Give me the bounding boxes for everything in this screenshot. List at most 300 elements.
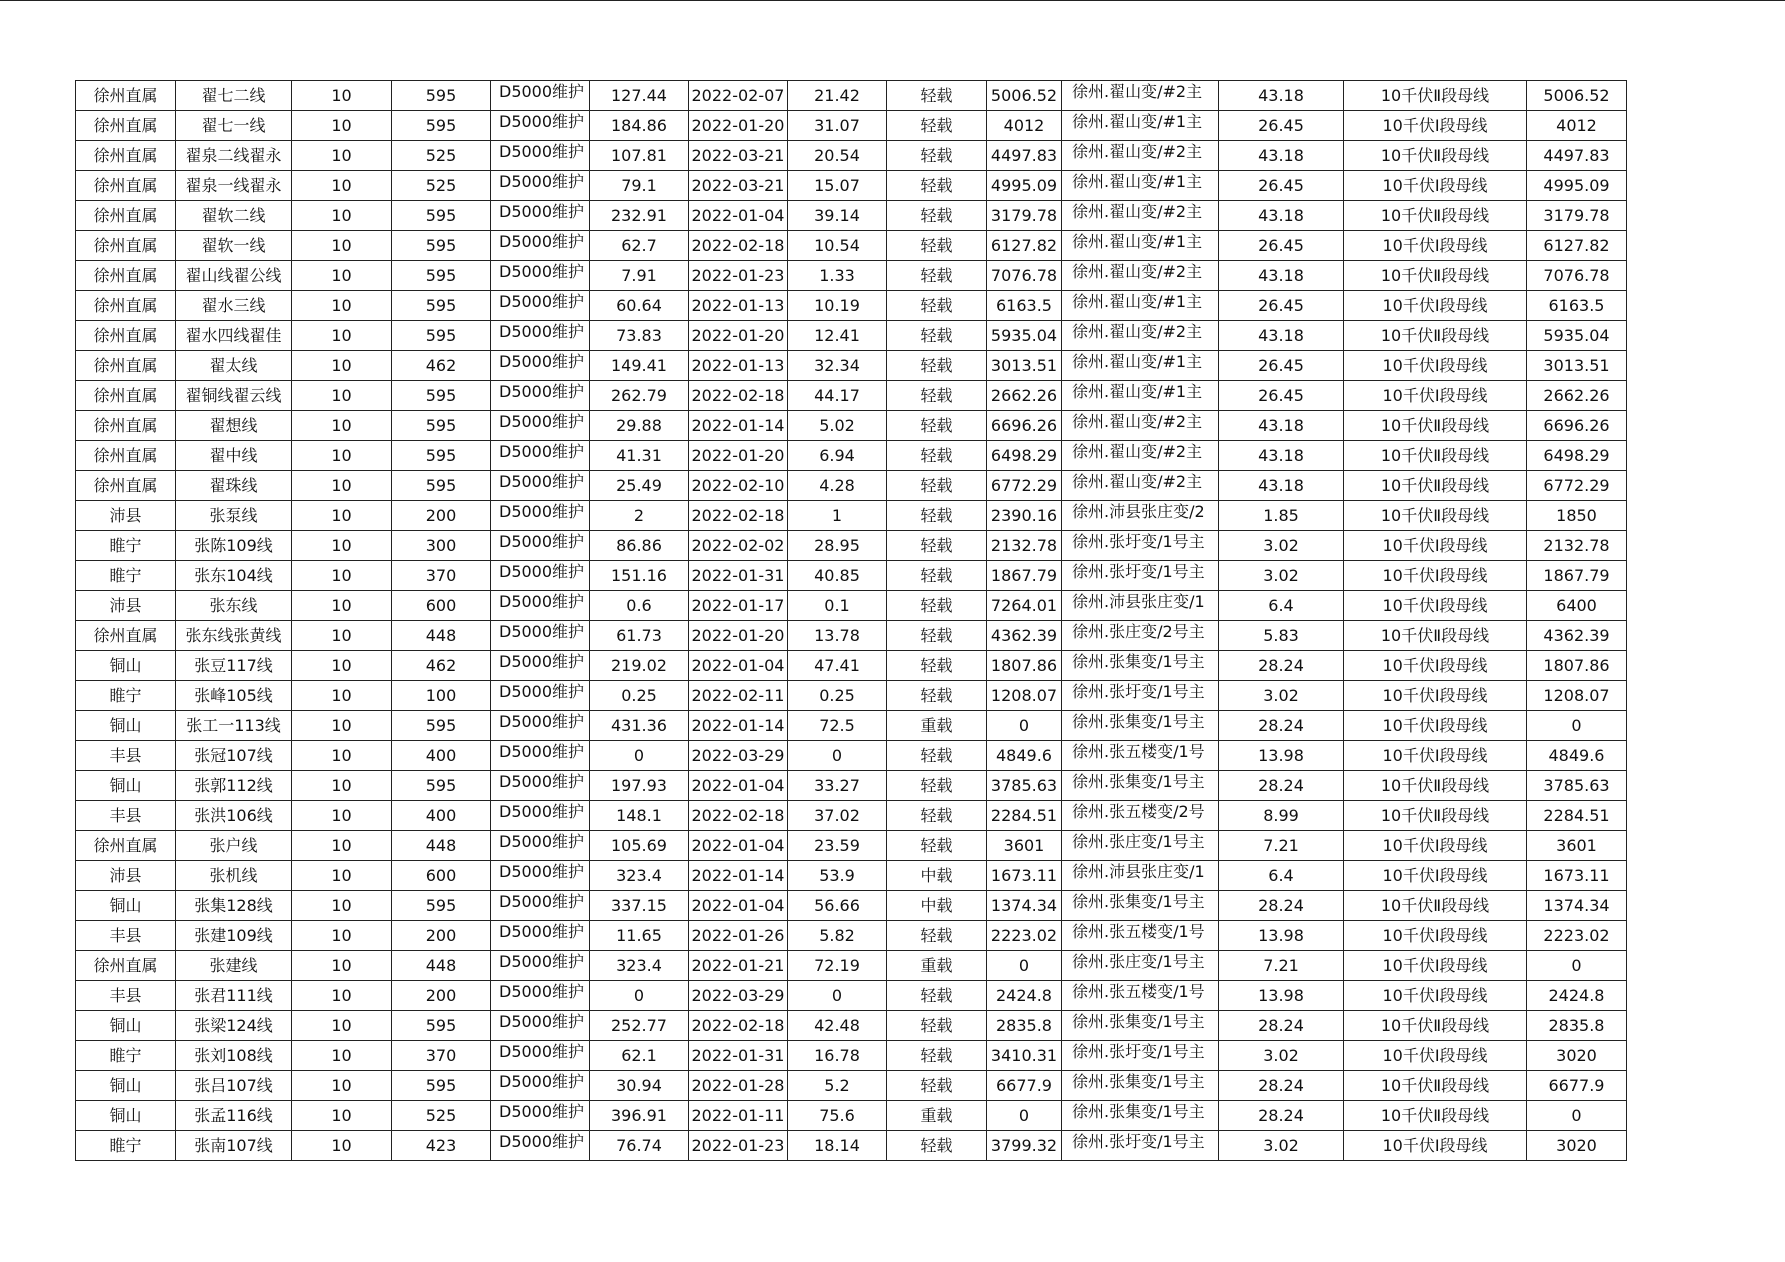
transformer-load-cell: 26.45 bbox=[1219, 351, 1344, 381]
transformer-cell: 徐州.张集变/1号主 bbox=[1062, 711, 1219, 741]
bus-cell: 10千伏Ⅰ段母线 bbox=[1344, 531, 1527, 561]
load-status-cell: 轻载 bbox=[887, 681, 987, 711]
load-status-cell: 轻载 bbox=[887, 501, 987, 531]
load-rate-cell: 72.5 bbox=[788, 711, 887, 741]
current-cell: 76.74 bbox=[590, 1131, 689, 1161]
transformer-load-cell: 43.18 bbox=[1219, 81, 1344, 111]
available-capacity-cell: 2223.02 bbox=[1527, 921, 1627, 951]
transformer-cell: 徐州.翟山变/#2主 bbox=[1062, 141, 1219, 171]
line-name-cell: 张峰105线 bbox=[176, 681, 292, 711]
data-source-cell: D5000维护 bbox=[491, 891, 590, 921]
available-capacity-cell: 5935.04 bbox=[1527, 321, 1627, 351]
date-cell: 2022-01-04 bbox=[689, 891, 788, 921]
voltage-cell: 10 bbox=[292, 351, 392, 381]
table-row bbox=[76, 681, 1627, 711]
rated-current-cell: 400 bbox=[392, 741, 491, 771]
table-row bbox=[76, 261, 1627, 291]
page-top-rule bbox=[0, 0, 1785, 1]
transformer-cell: 徐州.张庄变/1号主 bbox=[1062, 951, 1219, 981]
load-rate-cell: 53.9 bbox=[788, 861, 887, 891]
voltage-cell: 10 bbox=[292, 1131, 392, 1161]
table-row bbox=[76, 111, 1627, 141]
available-capacity-cell: 4497.83 bbox=[1527, 141, 1627, 171]
data-source-cell: D5000维护 bbox=[491, 81, 590, 111]
transformer-load-cell: 13.98 bbox=[1219, 921, 1344, 951]
unit-cell: 沛县 bbox=[76, 591, 176, 621]
bus-cell: 10千伏Ⅰ段母线 bbox=[1344, 921, 1527, 951]
table-row bbox=[76, 231, 1627, 261]
data-source-cell: D5000维护 bbox=[491, 981, 590, 1011]
line-name-cell: 张机线 bbox=[176, 861, 292, 891]
transformer-load-cell: 1.85 bbox=[1219, 501, 1344, 531]
transformer-cell: 徐州.翟山变/#2主 bbox=[1062, 261, 1219, 291]
load-status-cell: 重载 bbox=[887, 1101, 987, 1131]
table-row bbox=[76, 291, 1627, 321]
transformer-load-cell: 3.02 bbox=[1219, 1041, 1344, 1071]
available-capacity-cell: 3020 bbox=[1527, 1131, 1627, 1161]
date-cell: 2022-01-21 bbox=[689, 951, 788, 981]
bus-cell: 10千伏Ⅰ段母线 bbox=[1344, 711, 1527, 741]
load-rate-cell: 31.07 bbox=[788, 111, 887, 141]
voltage-cell: 10 bbox=[292, 291, 392, 321]
unit-cell: 徐州直属 bbox=[76, 261, 176, 291]
current-cell: 61.73 bbox=[590, 621, 689, 651]
unit-cell: 徐州直属 bbox=[76, 81, 176, 111]
unit-cell: 丰县 bbox=[76, 921, 176, 951]
line-name-cell: 张东线 bbox=[176, 591, 292, 621]
rated-current-cell: 595 bbox=[392, 1071, 491, 1101]
line-name-cell: 张梁124线 bbox=[176, 1011, 292, 1041]
margin-cell: 0 bbox=[987, 1101, 1062, 1131]
voltage-cell: 10 bbox=[292, 531, 392, 561]
load-status-cell: 中载 bbox=[887, 891, 987, 921]
load-status-cell: 轻载 bbox=[887, 141, 987, 171]
transformer-cell: 徐州.张集变/1号主 bbox=[1062, 1101, 1219, 1131]
margin-cell: 6127.82 bbox=[987, 231, 1062, 261]
transformer-cell: 徐州.翟山变/#2主 bbox=[1062, 81, 1219, 111]
transformer-load-cell: 43.18 bbox=[1219, 471, 1344, 501]
transformer-cell: 徐州.张集变/1号主 bbox=[1062, 1011, 1219, 1041]
available-capacity-cell: 3013.51 bbox=[1527, 351, 1627, 381]
unit-cell: 徐州直属 bbox=[76, 471, 176, 501]
available-capacity-cell: 0 bbox=[1527, 711, 1627, 741]
current-cell: 337.15 bbox=[590, 891, 689, 921]
unit-cell: 丰县 bbox=[76, 801, 176, 831]
data-source-cell: D5000维护 bbox=[491, 921, 590, 951]
transformer-cell: 徐州.张集变/1号主 bbox=[1062, 771, 1219, 801]
unit-cell: 沛县 bbox=[76, 861, 176, 891]
rated-current-cell: 595 bbox=[392, 321, 491, 351]
available-capacity-cell: 6163.5 bbox=[1527, 291, 1627, 321]
bus-cell: 10千伏Ⅱ段母线 bbox=[1344, 771, 1527, 801]
transformer-load-cell: 43.18 bbox=[1219, 141, 1344, 171]
rated-current-cell: 595 bbox=[392, 771, 491, 801]
load-status-cell: 轻载 bbox=[887, 201, 987, 231]
current-cell: 60.64 bbox=[590, 291, 689, 321]
date-cell: 2022-02-18 bbox=[689, 381, 788, 411]
voltage-cell: 10 bbox=[292, 1101, 392, 1131]
available-capacity-cell: 3179.78 bbox=[1527, 201, 1627, 231]
margin-cell: 2284.51 bbox=[987, 801, 1062, 831]
load-status-cell: 轻载 bbox=[887, 1131, 987, 1161]
load-status-cell: 轻载 bbox=[887, 81, 987, 111]
data-source-cell: D5000维护 bbox=[491, 441, 590, 471]
date-cell: 2022-01-17 bbox=[689, 591, 788, 621]
current-cell: 73.83 bbox=[590, 321, 689, 351]
current-cell: 2 bbox=[590, 501, 689, 531]
voltage-cell: 10 bbox=[292, 1011, 392, 1041]
date-cell: 2022-03-21 bbox=[689, 171, 788, 201]
date-cell: 2022-03-29 bbox=[689, 981, 788, 1011]
margin-cell: 0 bbox=[987, 711, 1062, 741]
date-cell: 2022-01-14 bbox=[689, 711, 788, 741]
date-cell: 2022-02-07 bbox=[689, 81, 788, 111]
available-capacity-cell: 2424.8 bbox=[1527, 981, 1627, 1011]
table-row bbox=[76, 441, 1627, 471]
date-cell: 2022-02-11 bbox=[689, 681, 788, 711]
rated-current-cell: 595 bbox=[392, 111, 491, 141]
line-name-cell: 翟水三线 bbox=[176, 291, 292, 321]
bus-cell: 10千伏Ⅱ段母线 bbox=[1344, 411, 1527, 441]
line-name-cell: 张刘108线 bbox=[176, 1041, 292, 1071]
transformer-load-cell: 28.24 bbox=[1219, 771, 1344, 801]
rated-current-cell: 595 bbox=[392, 471, 491, 501]
table-row bbox=[76, 801, 1627, 831]
load-rate-cell: 37.02 bbox=[788, 801, 887, 831]
margin-cell: 2835.8 bbox=[987, 1011, 1062, 1041]
load-rate-cell: 39.14 bbox=[788, 201, 887, 231]
transformer-cell: 徐州.翟山变/#2主 bbox=[1062, 441, 1219, 471]
unit-cell: 徐州直属 bbox=[76, 831, 176, 861]
line-name-cell: 翟想线 bbox=[176, 411, 292, 441]
current-cell: 86.86 bbox=[590, 531, 689, 561]
margin-cell: 1208.07 bbox=[987, 681, 1062, 711]
date-cell: 2022-03-29 bbox=[689, 741, 788, 771]
data-source-cell: D5000维护 bbox=[491, 951, 590, 981]
voltage-cell: 10 bbox=[292, 891, 392, 921]
current-cell: 25.49 bbox=[590, 471, 689, 501]
line-name-cell: 张孟116线 bbox=[176, 1101, 292, 1131]
current-cell: 323.4 bbox=[590, 861, 689, 891]
transformer-load-cell: 28.24 bbox=[1219, 711, 1344, 741]
margin-cell: 6696.26 bbox=[987, 411, 1062, 441]
data-source-cell: D5000维护 bbox=[491, 861, 590, 891]
rated-current-cell: 595 bbox=[392, 711, 491, 741]
bus-cell: 10千伏Ⅱ段母线 bbox=[1344, 321, 1527, 351]
available-capacity-cell: 7076.78 bbox=[1527, 261, 1627, 291]
data-source-cell: D5000维护 bbox=[491, 351, 590, 381]
transformer-load-cell: 43.18 bbox=[1219, 441, 1344, 471]
margin-cell: 2662.26 bbox=[987, 381, 1062, 411]
load-rate-cell: 42.48 bbox=[788, 1011, 887, 1041]
transformer-load-cell: 26.45 bbox=[1219, 171, 1344, 201]
load-rate-cell: 1.33 bbox=[788, 261, 887, 291]
voltage-cell: 10 bbox=[292, 861, 392, 891]
data-source-cell: D5000维护 bbox=[491, 681, 590, 711]
load-status-cell: 轻载 bbox=[887, 471, 987, 501]
load-status-cell: 轻载 bbox=[887, 321, 987, 351]
date-cell: 2022-02-18 bbox=[689, 231, 788, 261]
transformer-cell: 徐州.张圩变/1号主 bbox=[1062, 1131, 1219, 1161]
transformer-load-cell: 28.24 bbox=[1219, 651, 1344, 681]
date-cell: 2022-01-04 bbox=[689, 831, 788, 861]
voltage-cell: 10 bbox=[292, 951, 392, 981]
available-capacity-cell: 4995.09 bbox=[1527, 171, 1627, 201]
rated-current-cell: 600 bbox=[392, 861, 491, 891]
current-cell: 197.93 bbox=[590, 771, 689, 801]
rated-current-cell: 448 bbox=[392, 831, 491, 861]
available-capacity-cell: 1807.86 bbox=[1527, 651, 1627, 681]
date-cell: 2022-01-14 bbox=[689, 411, 788, 441]
data-source-cell: D5000维护 bbox=[491, 201, 590, 231]
load-rate-cell: 32.34 bbox=[788, 351, 887, 381]
current-cell: 323.4 bbox=[590, 951, 689, 981]
load-rate-cell: 18.14 bbox=[788, 1131, 887, 1161]
load-rate-cell: 21.42 bbox=[788, 81, 887, 111]
current-cell: 105.69 bbox=[590, 831, 689, 861]
transformer-cell: 徐州.翟山变/#2主 bbox=[1062, 471, 1219, 501]
rated-current-cell: 400 bbox=[392, 801, 491, 831]
load-rate-cell: 10.54 bbox=[788, 231, 887, 261]
data-source-cell: D5000维护 bbox=[491, 411, 590, 441]
transformer-cell: 徐州.翟山变/#1主 bbox=[1062, 381, 1219, 411]
rated-current-cell: 595 bbox=[392, 81, 491, 111]
load-status-cell: 轻载 bbox=[887, 1071, 987, 1101]
available-capacity-cell: 3785.63 bbox=[1527, 771, 1627, 801]
transformer-load-cell: 13.98 bbox=[1219, 741, 1344, 771]
transformer-cell: 徐州.张五楼变/2号 bbox=[1062, 801, 1219, 831]
voltage-cell: 10 bbox=[292, 411, 392, 441]
load-status-cell: 轻载 bbox=[887, 411, 987, 441]
load-status-cell: 轻载 bbox=[887, 741, 987, 771]
table-row bbox=[76, 321, 1627, 351]
margin-cell: 2424.8 bbox=[987, 981, 1062, 1011]
transformer-load-cell: 6.4 bbox=[1219, 861, 1344, 891]
bus-cell: 10千伏Ⅱ段母线 bbox=[1344, 1011, 1527, 1041]
load-rate-cell: 6.94 bbox=[788, 441, 887, 471]
rated-current-cell: 595 bbox=[392, 411, 491, 441]
load-rate-cell: 20.54 bbox=[788, 141, 887, 171]
voltage-cell: 10 bbox=[292, 81, 392, 111]
current-cell: 0 bbox=[590, 741, 689, 771]
voltage-cell: 10 bbox=[292, 741, 392, 771]
rated-current-cell: 595 bbox=[392, 891, 491, 921]
data-source-cell: D5000维护 bbox=[491, 591, 590, 621]
load-rate-cell: 23.59 bbox=[788, 831, 887, 861]
date-cell: 2022-01-11 bbox=[689, 1101, 788, 1131]
load-rate-cell: 12.41 bbox=[788, 321, 887, 351]
available-capacity-cell: 0 bbox=[1527, 1101, 1627, 1131]
bus-cell: 10千伏Ⅰ段母线 bbox=[1344, 1131, 1527, 1161]
line-name-cell: 翟泉二线翟永 bbox=[176, 141, 292, 171]
unit-cell: 徐州直属 bbox=[76, 321, 176, 351]
transformer-cell: 徐州.沛县张庄变/1 bbox=[1062, 591, 1219, 621]
load-status-cell: 轻载 bbox=[887, 111, 987, 141]
current-cell: 30.94 bbox=[590, 1071, 689, 1101]
table-row bbox=[76, 891, 1627, 921]
available-capacity-cell: 2132.78 bbox=[1527, 531, 1627, 561]
available-capacity-cell: 6772.29 bbox=[1527, 471, 1627, 501]
table-row bbox=[76, 411, 1627, 441]
load-status-cell: 轻载 bbox=[887, 441, 987, 471]
voltage-cell: 10 bbox=[292, 621, 392, 651]
bus-cell: 10千伏Ⅰ段母线 bbox=[1344, 831, 1527, 861]
date-cell: 2022-01-20 bbox=[689, 321, 788, 351]
data-source-cell: D5000维护 bbox=[491, 831, 590, 861]
transformer-load-cell: 26.45 bbox=[1219, 381, 1344, 411]
available-capacity-cell: 6677.9 bbox=[1527, 1071, 1627, 1101]
transformer-load-cell: 13.98 bbox=[1219, 981, 1344, 1011]
rated-current-cell: 462 bbox=[392, 351, 491, 381]
voltage-cell: 10 bbox=[292, 981, 392, 1011]
bus-cell: 10千伏Ⅱ段母线 bbox=[1344, 81, 1527, 111]
load-rate-cell: 5.02 bbox=[788, 411, 887, 441]
available-capacity-cell: 6400 bbox=[1527, 591, 1627, 621]
data-source-cell: D5000维护 bbox=[491, 1011, 590, 1041]
table-row bbox=[76, 861, 1627, 891]
margin-cell: 3179.78 bbox=[987, 201, 1062, 231]
bus-cell: 10千伏Ⅰ段母线 bbox=[1344, 231, 1527, 261]
rated-current-cell: 595 bbox=[392, 261, 491, 291]
data-source-cell: D5000维护 bbox=[491, 261, 590, 291]
transformer-load-cell: 28.24 bbox=[1219, 1011, 1344, 1041]
load-status-cell: 轻载 bbox=[887, 381, 987, 411]
unit-cell: 铜山 bbox=[76, 891, 176, 921]
voltage-cell: 10 bbox=[292, 561, 392, 591]
transformer-cell: 徐州.张庄变/1号主 bbox=[1062, 831, 1219, 861]
table-row bbox=[76, 1071, 1627, 1101]
line-name-cell: 张工一113线 bbox=[176, 711, 292, 741]
feeder-load-table bbox=[75, 80, 1627, 1161]
transformer-cell: 徐州.张圩变/1号主 bbox=[1062, 561, 1219, 591]
data-source-cell: D5000维护 bbox=[491, 501, 590, 531]
current-cell: 62.1 bbox=[590, 1041, 689, 1071]
date-cell: 2022-01-31 bbox=[689, 1041, 788, 1071]
bus-cell: 10千伏Ⅱ段母线 bbox=[1344, 501, 1527, 531]
date-cell: 2022-02-18 bbox=[689, 501, 788, 531]
bus-cell: 10千伏Ⅰ段母线 bbox=[1344, 651, 1527, 681]
transformer-cell: 徐州.沛县张庄变/1 bbox=[1062, 861, 1219, 891]
table-row bbox=[76, 501, 1627, 531]
load-rate-cell: 10.19 bbox=[788, 291, 887, 321]
table-row bbox=[76, 471, 1627, 501]
table-row bbox=[76, 771, 1627, 801]
transformer-load-cell: 28.24 bbox=[1219, 1101, 1344, 1131]
line-name-cell: 张吕107线 bbox=[176, 1071, 292, 1101]
table-row bbox=[76, 381, 1627, 411]
date-cell: 2022-01-23 bbox=[689, 1131, 788, 1161]
data-source-cell: D5000维护 bbox=[491, 381, 590, 411]
date-cell: 2022-02-10 bbox=[689, 471, 788, 501]
line-name-cell: 翟山线翟公线 bbox=[176, 261, 292, 291]
date-cell: 2022-01-20 bbox=[689, 111, 788, 141]
load-status-cell: 轻载 bbox=[887, 801, 987, 831]
current-cell: 62.7 bbox=[590, 231, 689, 261]
voltage-cell: 10 bbox=[292, 1071, 392, 1101]
voltage-cell: 10 bbox=[292, 681, 392, 711]
load-rate-cell: 0.25 bbox=[788, 681, 887, 711]
transformer-cell: 徐州.张五楼变/1号 bbox=[1062, 981, 1219, 1011]
data-source-cell: D5000维护 bbox=[491, 561, 590, 591]
available-capacity-cell: 1208.07 bbox=[1527, 681, 1627, 711]
line-name-cell: 张东104线 bbox=[176, 561, 292, 591]
available-capacity-cell: 4362.39 bbox=[1527, 621, 1627, 651]
unit-cell: 铜山 bbox=[76, 1101, 176, 1131]
current-cell: 0.25 bbox=[590, 681, 689, 711]
transformer-load-cell: 43.18 bbox=[1219, 321, 1344, 351]
voltage-cell: 10 bbox=[292, 711, 392, 741]
date-cell: 2022-01-20 bbox=[689, 621, 788, 651]
date-cell: 2022-01-20 bbox=[689, 441, 788, 471]
bus-cell: 10千伏Ⅰ段母线 bbox=[1344, 351, 1527, 381]
transformer-load-cell: 43.18 bbox=[1219, 201, 1344, 231]
load-status-cell: 轻载 bbox=[887, 261, 987, 291]
transformer-cell: 徐州.张五楼变/1号 bbox=[1062, 921, 1219, 951]
line-name-cell: 翟水四线翟佳 bbox=[176, 321, 292, 351]
data-source-cell: D5000维护 bbox=[491, 231, 590, 261]
transformer-load-cell: 7.21 bbox=[1219, 831, 1344, 861]
current-cell: 151.16 bbox=[590, 561, 689, 591]
transformer-load-cell: 5.83 bbox=[1219, 621, 1344, 651]
transformer-load-cell: 43.18 bbox=[1219, 411, 1344, 441]
margin-cell: 1867.79 bbox=[987, 561, 1062, 591]
table-row bbox=[76, 741, 1627, 771]
load-rate-cell: 33.27 bbox=[788, 771, 887, 801]
rated-current-cell: 525 bbox=[392, 1101, 491, 1131]
load-status-cell: 轻载 bbox=[887, 981, 987, 1011]
margin-cell: 3799.32 bbox=[987, 1131, 1062, 1161]
current-cell: 11.65 bbox=[590, 921, 689, 951]
margin-cell: 1374.34 bbox=[987, 891, 1062, 921]
line-name-cell: 翟七二线 bbox=[176, 81, 292, 111]
voltage-cell: 10 bbox=[292, 141, 392, 171]
data-source-cell: D5000维护 bbox=[491, 1131, 590, 1161]
current-cell: 262.79 bbox=[590, 381, 689, 411]
available-capacity-cell: 3020 bbox=[1527, 1041, 1627, 1071]
margin-cell: 0 bbox=[987, 951, 1062, 981]
bus-cell: 10千伏Ⅰ段母线 bbox=[1344, 681, 1527, 711]
line-name-cell: 张郭112线 bbox=[176, 771, 292, 801]
bus-cell: 10千伏Ⅰ段母线 bbox=[1344, 111, 1527, 141]
table-row bbox=[76, 1011, 1627, 1041]
bus-cell: 10千伏Ⅰ段母线 bbox=[1344, 741, 1527, 771]
transformer-load-cell: 3.02 bbox=[1219, 1131, 1344, 1161]
bus-cell: 10千伏Ⅱ段母线 bbox=[1344, 441, 1527, 471]
current-cell: 219.02 bbox=[590, 651, 689, 681]
unit-cell: 睢宁 bbox=[76, 1041, 176, 1071]
rated-current-cell: 595 bbox=[392, 441, 491, 471]
line-name-cell: 翟七一线 bbox=[176, 111, 292, 141]
date-cell: 2022-01-31 bbox=[689, 561, 788, 591]
unit-cell: 徐州直属 bbox=[76, 381, 176, 411]
line-name-cell: 张豆117线 bbox=[176, 651, 292, 681]
margin-cell: 7264.01 bbox=[987, 591, 1062, 621]
voltage-cell: 10 bbox=[292, 1041, 392, 1071]
rated-current-cell: 595 bbox=[392, 381, 491, 411]
date-cell: 2022-02-18 bbox=[689, 1011, 788, 1041]
unit-cell: 铜山 bbox=[76, 651, 176, 681]
data-source-cell: D5000维护 bbox=[491, 111, 590, 141]
data-source-cell: D5000维护 bbox=[491, 1071, 590, 1101]
bus-cell: 10千伏Ⅰ段母线 bbox=[1344, 591, 1527, 621]
margin-cell: 3601 bbox=[987, 831, 1062, 861]
table-row bbox=[76, 981, 1627, 1011]
load-status-cell: 轻载 bbox=[887, 171, 987, 201]
date-cell: 2022-01-14 bbox=[689, 861, 788, 891]
load-rate-cell: 28.95 bbox=[788, 531, 887, 561]
voltage-cell: 10 bbox=[292, 831, 392, 861]
rated-current-cell: 370 bbox=[392, 561, 491, 591]
